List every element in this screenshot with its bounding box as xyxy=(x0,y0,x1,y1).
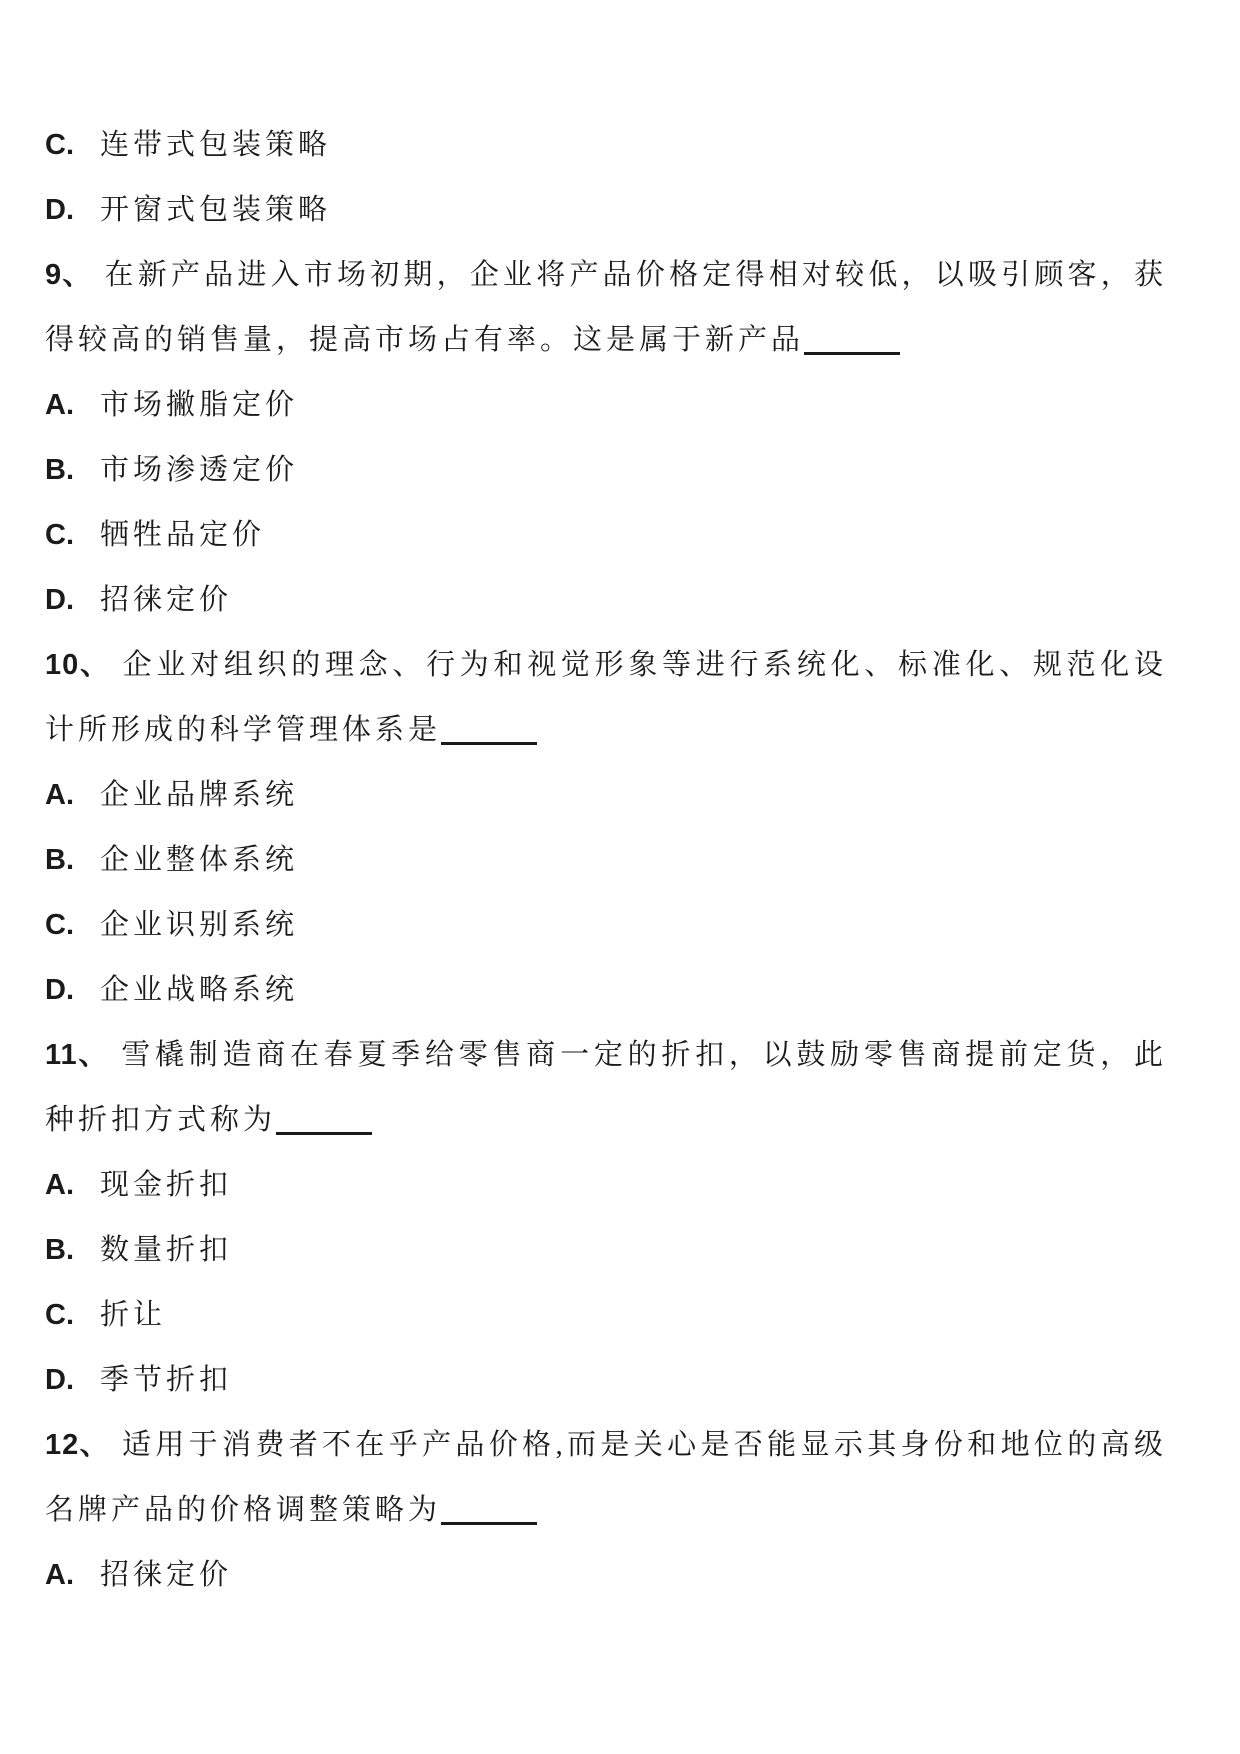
question-12-number: 12、 xyxy=(45,1429,110,1461)
leftover-option-c xyxy=(45,113,1167,178)
question-10-option-d xyxy=(45,958,1167,1023)
option-letter: A. xyxy=(45,1169,74,1201)
question-11-number: 11、 xyxy=(45,1039,110,1071)
question-11-text: 雪橇制造商在春夏季给零售商一定的折扣，以鼓励零售商提前定货，此种折扣方式称为 xyxy=(45,1039,1167,1136)
question-11-option-c xyxy=(45,1283,1167,1348)
question-12-text: 适用于消费者不在乎产品价格,而是关心是否能显示其身份和地位的高级名牌产品的价格调整策略为 xyxy=(45,1429,1167,1526)
question-9-stem xyxy=(45,243,1167,373)
option-letter: C. xyxy=(45,519,74,551)
question-9-option-a xyxy=(45,373,1167,438)
option-letter: C. xyxy=(45,909,74,941)
option-letter: B. xyxy=(45,454,74,486)
option-text: 市场渗透定价 xyxy=(100,454,299,486)
option-text: 招徕定价 xyxy=(100,1559,233,1591)
question-11-option-a xyxy=(45,1153,1167,1218)
question-10-option-b xyxy=(45,828,1167,893)
question-11 xyxy=(45,1023,1167,1413)
option-text: 折让 xyxy=(100,1299,167,1331)
leftover-options xyxy=(45,113,1167,243)
option-letter: A. xyxy=(45,389,74,421)
question-11-option-d xyxy=(45,1348,1167,1413)
question-11-option-b xyxy=(45,1218,1167,1283)
option-letter: D. xyxy=(45,1364,74,1396)
option-text: 季节折扣 xyxy=(100,1364,233,1396)
option-text: 企业整体系统 xyxy=(100,844,299,876)
question-11-stem xyxy=(45,1023,1167,1153)
option-text: 市场撇脂定价 xyxy=(100,389,299,421)
question-11-answer-blank xyxy=(276,1132,372,1135)
option-text: 现金折扣 xyxy=(100,1169,233,1201)
option-text: 企业品牌系统 xyxy=(100,779,299,811)
option-letter: A. xyxy=(45,1559,74,1591)
option-text: 牺牲品定价 xyxy=(100,519,266,551)
question-9-option-d xyxy=(45,568,1167,633)
option-text: 企业战略系统 xyxy=(100,974,299,1006)
option-letter: C. xyxy=(45,129,74,161)
option-text: 开窗式包装策略 xyxy=(100,194,332,226)
question-10-text: 企业对组织的理念、行为和视觉形象等进行系统化、标准化、规范化设计所形成的科学管理体系是 xyxy=(45,649,1167,746)
leftover-option-d xyxy=(45,178,1167,243)
question-10-option-c xyxy=(45,893,1167,958)
question-9-option-b xyxy=(45,438,1167,503)
question-12-answer-blank xyxy=(441,1522,537,1525)
option-letter: B. xyxy=(45,1234,74,1266)
option-text: 招徕定价 xyxy=(100,584,233,616)
question-9-option-c xyxy=(45,503,1167,568)
question-12 xyxy=(45,1413,1167,1608)
question-10-stem xyxy=(45,633,1167,763)
question-10-option-a xyxy=(45,763,1167,828)
question-9-text: 在新产品进入市场初期，企业将产品价格定得相对较低，以吸引顾客，获得较高的销售量，提高市场占有率。这是属于新产品 xyxy=(45,259,1167,356)
option-letter: C. xyxy=(45,1299,74,1331)
option-letter: A. xyxy=(45,779,74,811)
option-letter: D. xyxy=(45,584,74,616)
question-9 xyxy=(45,243,1167,633)
question-12-option-a xyxy=(45,1543,1167,1608)
option-text: 连带式包装策略 xyxy=(100,129,332,161)
option-text: 数量折扣 xyxy=(100,1234,233,1266)
question-10 xyxy=(45,633,1167,1023)
question-10-answer-blank xyxy=(441,742,537,745)
question-12-stem xyxy=(45,1413,1167,1543)
option-text: 企业识别系统 xyxy=(100,909,299,941)
option-letter: B. xyxy=(45,844,74,876)
question-10-number: 10、 xyxy=(45,649,111,681)
option-letter: D. xyxy=(45,974,74,1006)
option-letter: D. xyxy=(45,194,74,226)
question-9-answer-blank xyxy=(804,352,900,355)
question-9-number: 9、 xyxy=(45,259,93,291)
